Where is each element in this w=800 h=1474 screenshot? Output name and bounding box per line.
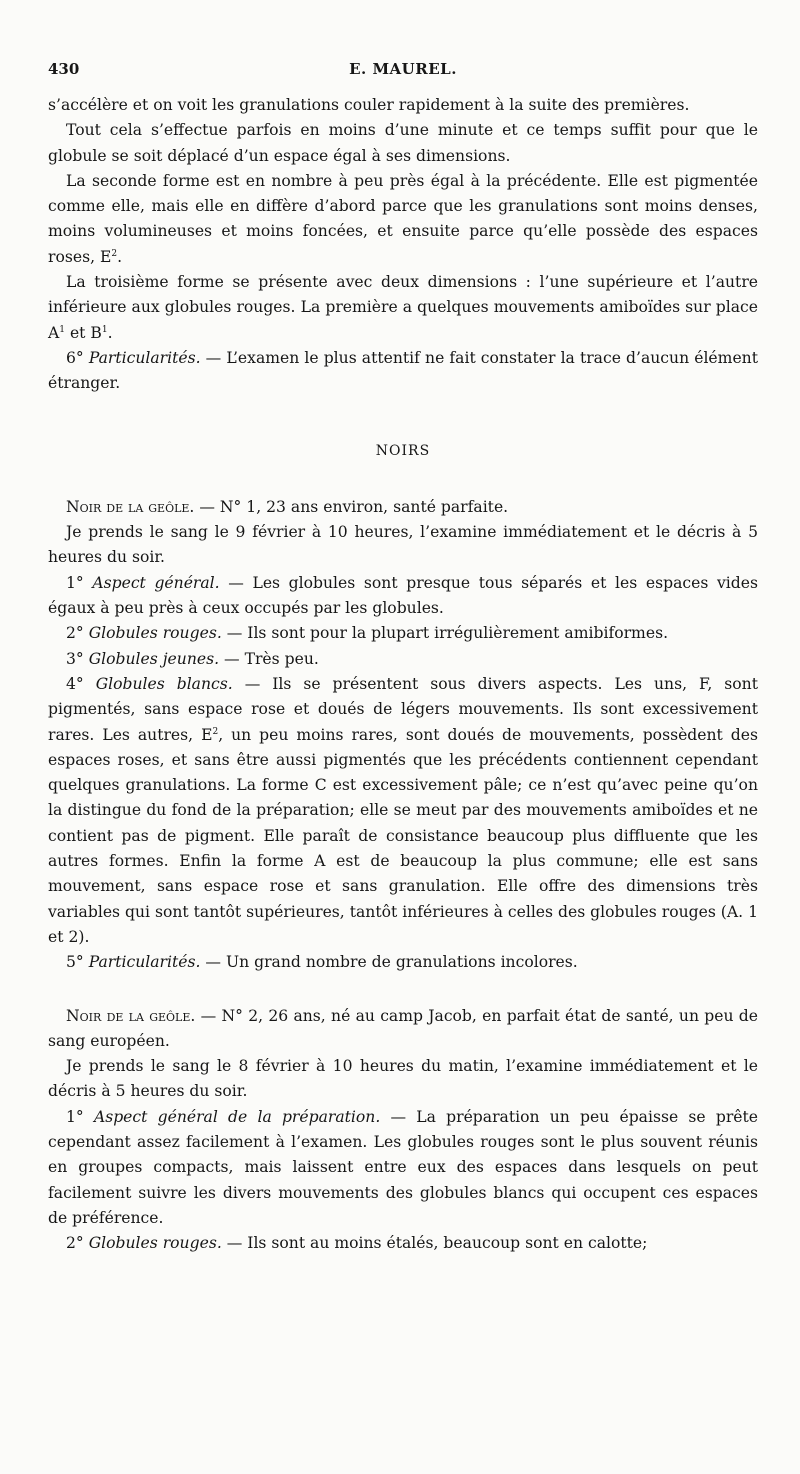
paragraph: 6° Particularités. — L’examen le plus attentif ne fait constater la trace d’aucun élément étranger.: [48, 348, 758, 393]
case-intro: Noir de la geôle. — N° 1, 23 ans environ, santé parfaite.: [66, 497, 509, 516]
list-item: 1° Aspect général. — Les globules sont presque tous séparés et les espaces vides égaux à peu près à ceux occupés par les globules.: [48, 573, 758, 618]
case-intro: Noir de la geôle. — N° 2, 26 ans, né au camp Jacob, en parfait état de santé, un peu de sang européen.: [48, 1006, 759, 1050]
list-item: 2° Globules rouges. — Ils sont au moins étalés, beaucoup sont en calotte;: [66, 1234, 648, 1253]
paragraph: Je prends le sang le 8 février à 10 heures du matin, l’examine immédiatement et le décris à 5 heures du soir.: [48, 1057, 758, 1101]
list-item: 3° Globules jeunes. — Très peu.: [66, 649, 319, 668]
paragraph: La seconde forme est en nombre à peu près égal à la précédente. Elle est pigmentée comme elle, mais elle en diffère d’abord parce que les granulations sont moins denses, moins volumineuses et moins foncées, et ensuite parce qu’elle possède des espaces roses, $E^2$.: [48, 171, 758, 266]
list-item: 4° Globules blancs. — Ils se présentent sous divers aspects. Les uns, F, sont pigmentés, sans espace rose et doués de légers mouvements. Ils sont excessivement rares. Les autres, $E^2$, un peu moins rares, sont doués de mouvements, possèdent des espaces roses, et sans être aussi pigmentés que les précédents contiennent cependant quelques granulations. La forme C est excessivement pâle; ce n’est qu’avec peine qu’on la distingue du fond de la préparation; elle se meut par des mouvements amiboïdes et ne contient pas de pigment. Elle paraît de consistance beaucoup plus diffluente que les autres formes. Enfin la forme A est de beaucoup la plus commune; elle est sans mouvement, sans espace rose et sans granulation. Elle offre des dimensions très variables qui sont tantôt supérieures, tantôt inférieures à celles des globules rouges (A. 1 et 2).: [48, 674, 758, 946]
paragraph: La troisième forme se présente avec deux dimensions : l’une supérieure et l’autre inférieure aux globules rouges. La première a quelques mouvements amiboïdes sur place $A^1$ et $B^1$.: [48, 273, 758, 342]
list-item: 5° Particularités. — Un grand nombre de granulations incolores.: [66, 953, 578, 972]
list-item: 2° Globules rouges. — Ils sont pour la plupart irrégulièrement amibiformes.: [66, 624, 669, 643]
running-title: E. MAUREL.: [349, 60, 457, 78]
section-title: NOIRS: [375, 442, 431, 459]
page-header: [48, 60, 758, 84]
body-text: [48, 93, 758, 1256]
list-item: 1° Aspect général de la préparation. — La préparation un peu épaisse se prête cependant assez facilement à l’examen. Les globules rouges sont le plus souvent réunis en groupes compacts, mais laissent entre eux des espaces dans lesquels on peut facilement suivre les divers mouvements des globules blancs qui occupent ces espaces de préférence.: [48, 1107, 758, 1227]
paragraph: Je prends le sang le 9 février à 10 heures, l’examine immédiatement et le décris à 5 heures du soir.: [48, 523, 758, 567]
paragraph: Tout cela s’effectue parfois en moins d’une minute et ce temps suffit pour que le globule se soit déplacé d’un espace égal à ses dimensions.: [48, 121, 758, 165]
page-number: 430: [48, 60, 80, 78]
paragraph: s’accélère et on voit les granulations couler rapidement à la suite des premières.: [48, 96, 690, 114]
